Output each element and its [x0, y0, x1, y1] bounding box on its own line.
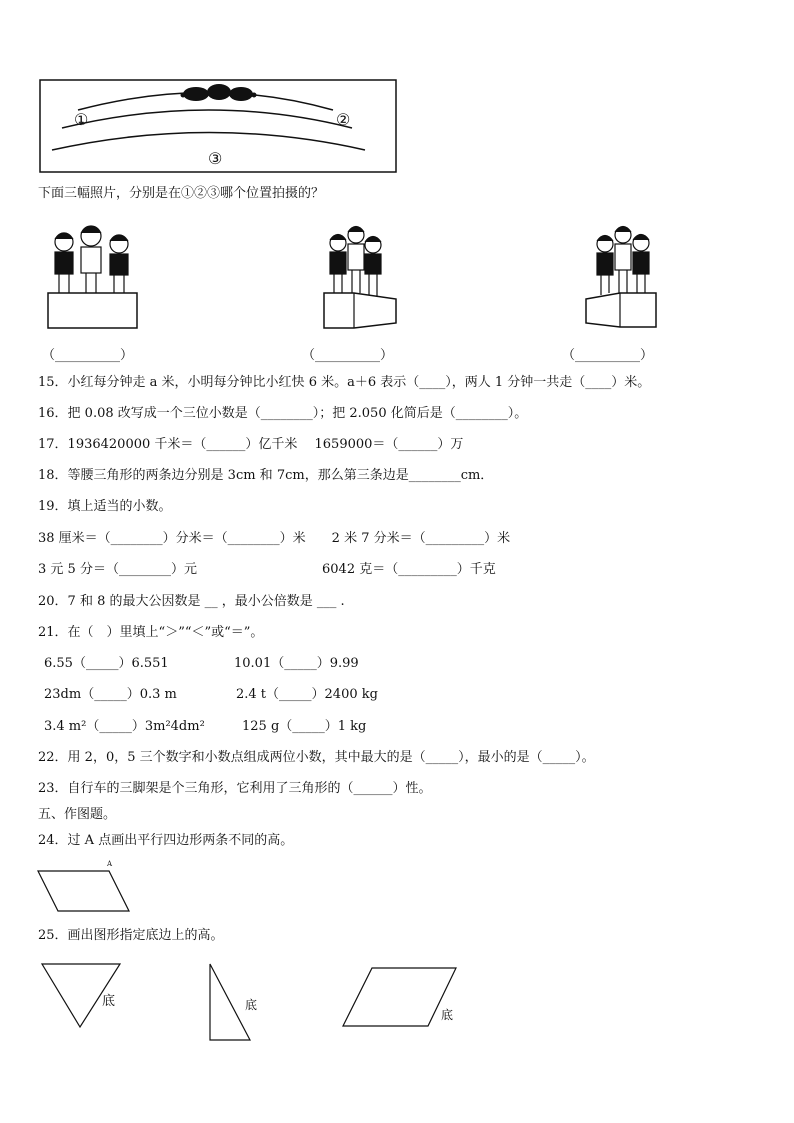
- compare-row-2-left: 23dm（_____）0.3 m: [44, 687, 177, 702]
- question-16: 16．把 0.08 改写成一个三位小数是（________）；把 2.050 化简后是（________）。: [38, 406, 528, 421]
- question-18: 18．等腰三角形的两条边分别是 3cm 和 7cm，那么第三条边是________cm．: [38, 468, 494, 483]
- compare-row-1-left: 6.55（_____）6.551: [44, 656, 169, 671]
- compare-row-2-right: 2.4 t（_____）2400 kg: [236, 687, 378, 702]
- triangle-base-label: 底: [102, 994, 116, 1009]
- position-label-3: ③: [208, 149, 223, 168]
- section-5-heading: 五、作图题。: [38, 807, 117, 822]
- question-25: 25．画出图形指定底边上的高。: [38, 928, 224, 943]
- photo-question: 下面三幅照片，分别是在①②③哪个位置拍摄的？: [38, 186, 325, 201]
- position-label-2: ②: [336, 110, 351, 129]
- question-15: 15．小红每分钟走 a 米，小明每分钟比小红快 6 米。a＋6 表示（____），两人 1 分钟一共走（____）米。: [38, 375, 651, 390]
- photo-1-answer[interactable]: （__________）: [42, 348, 134, 363]
- question-17: 17．1936420000 千米＝（______）亿千米 1659000＝（______）万: [38, 437, 464, 452]
- photo-2-answer[interactable]: （__________）: [302, 348, 394, 363]
- question-23: 23．自行车的三脚架是个三角形，它利用了三角形的（______）性。: [38, 781, 432, 796]
- question-19-row-1: 38 厘米＝（________）分米＝（________）米 2 米 7 分米＝（_________）米: [38, 531, 511, 546]
- compare-row-3-right: 125 g（_____）1 kg: [242, 719, 367, 734]
- question-19: 19．填上适当的小数。: [38, 499, 172, 514]
- compare-row-3-left: 3.4 m²（_____）3m²4dm²: [44, 719, 205, 734]
- question-20: 20．7 和 8 的最大公因数是 __ ，最小公倍数是 ___ .: [38, 594, 345, 609]
- parallelogram-base-label: 底: [441, 1008, 454, 1022]
- question-21: 21．在（ ）里填上“＞”“＜”或“＝”。: [38, 625, 264, 640]
- compare-row-1-right: 10.01（_____）9.99: [234, 656, 359, 671]
- question-24: 24．过 A 点画出平行四边形两条不同的高。: [38, 833, 294, 848]
- question-22: 22．用 2，0，5 三个数字和小数点组成两位小数，其中最大的是（_____），最小的是（_____）。: [38, 750, 595, 765]
- point-a-label: A: [107, 860, 113, 868]
- question-19-row-2-right: 6042 克＝（_________）千克: [322, 562, 496, 577]
- question-19-row-2-left: 3 元 5 分＝（________）元: [38, 562, 197, 577]
- right-triangle-base-label: 底: [245, 998, 258, 1012]
- photo-3-answer[interactable]: （__________）: [562, 348, 654, 363]
- position-label-1: ①: [74, 110, 89, 129]
